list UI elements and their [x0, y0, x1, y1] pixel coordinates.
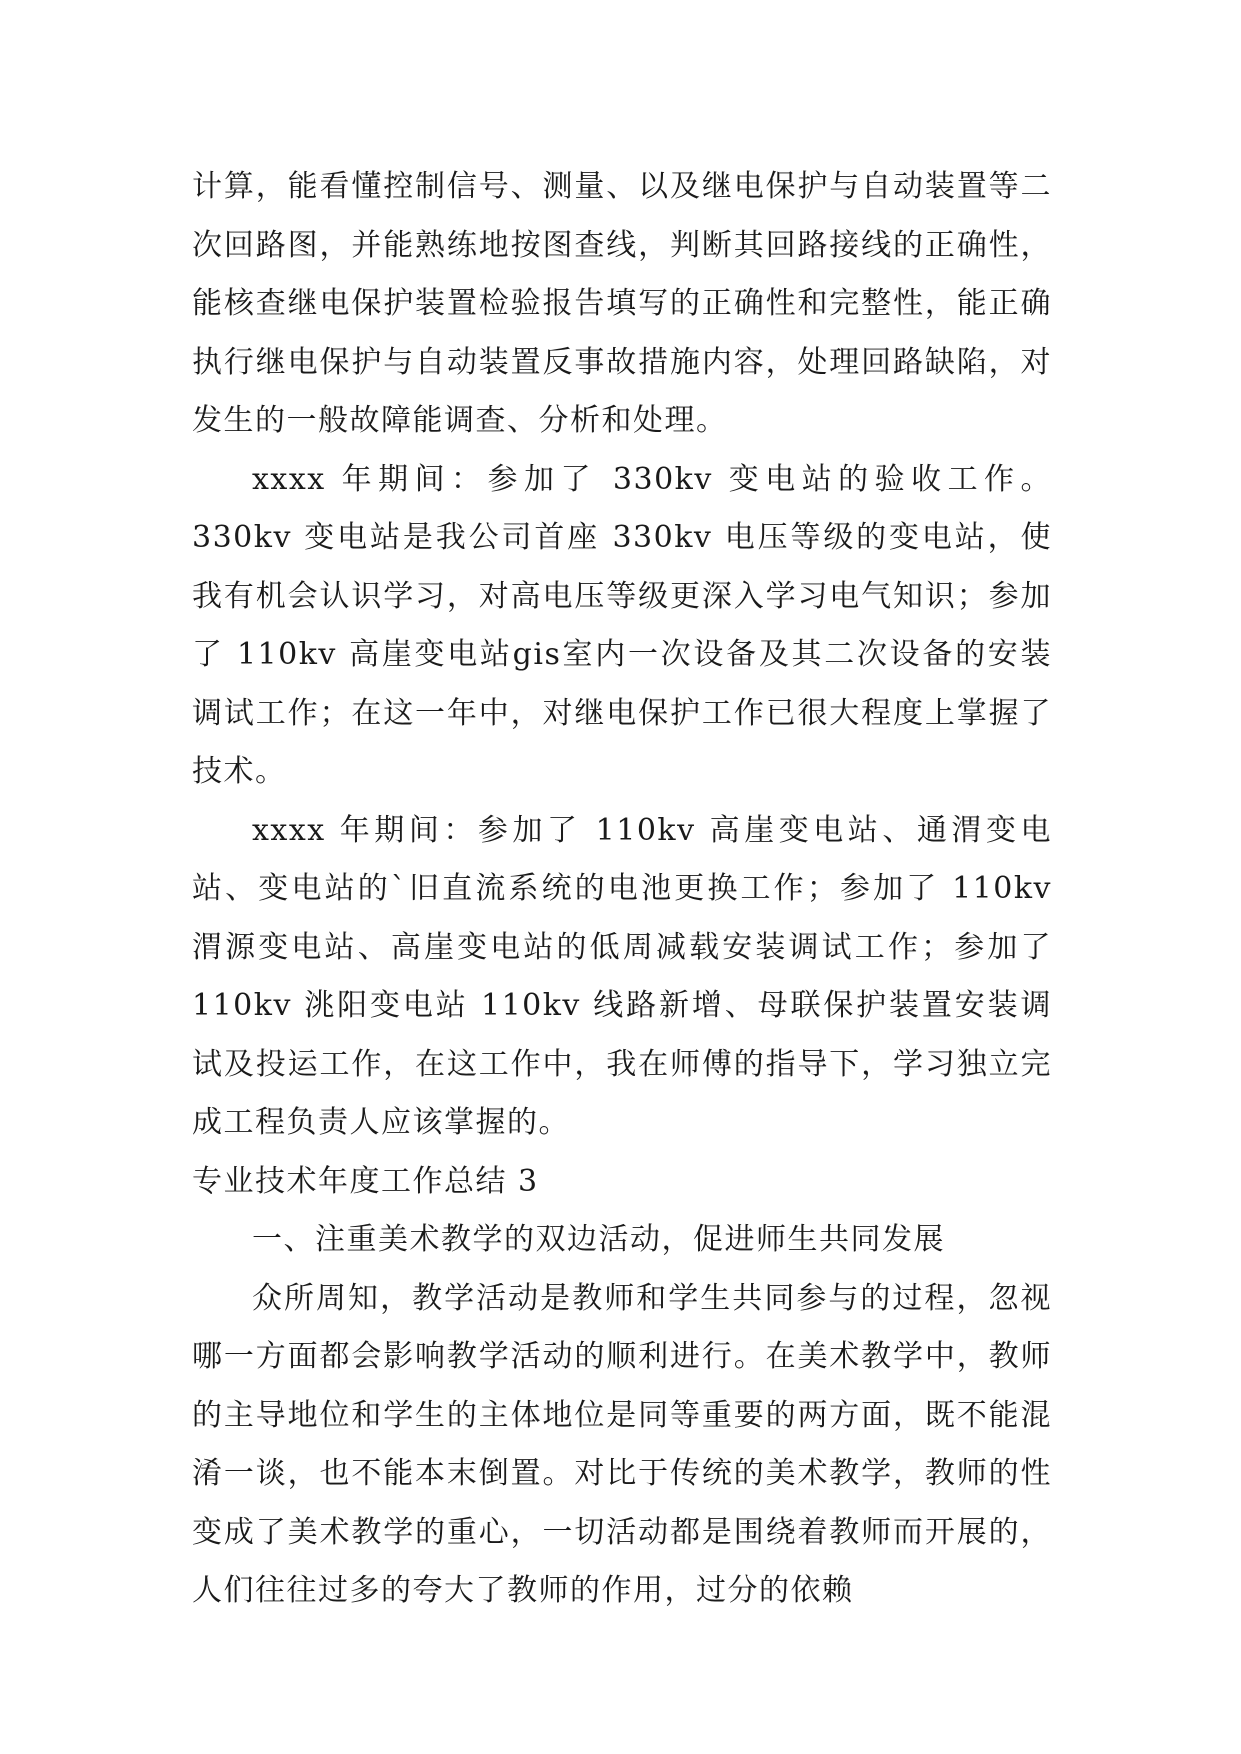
paragraph-1: 计算，能看懂控制信号、测量、以及继电保护与自动装置等二次回路图，并能熟练地按图查线，判断其回路接线的正确性，能核查继电保护装置检验报告填写的正确性和完整性，能正确执行继电保护与自动装置反事故措施内容，处理回路缺陷，对发生的一般故障能调查、分析和处理。 [192, 169, 1052, 438]
paragraph-6: 众所周知，教学活动是教师和学生共同参与的过程，忽视哪一方面都会影响教学活动的顺利进行。在美术教学中，教师的主导地位和学生的主体地位是同等重要的两方面，既不能混淆一谈，也不能本末倒置。对比于传统的美术教学，教师的性变成了美术教学的重心，一切活动都是围绕着教师而开展的，人们往往过多的夸大了教师的作用，过分的依赖 [192, 1280, 1052, 1608]
paragraph-subheading: 一、注重美术教学的双边活动，促进师生共同发展 [252, 1222, 945, 1257]
section-heading: 专业技术年度工作总结 3 [192, 1163, 539, 1199]
paragraph-3: xxxx 年期间：参加了 110kv 高崖变电站、通渭变电站、变电站的`旧直流系统的电池更换工作；参加了 110kv 渭源变电站、高崖变电站的低周减载安装调试工作；参加了 110kv 洮阳变电站 110kv 线路新增、母联保护装置安装调试及投运工作，在这工作中，我在师傅的指导下，学习独立完成工程负责人应该掌握的。 [192, 812, 1052, 1140]
paragraph-2: xxxx 年期间：参加了 330kv 变电站的验收工作。330kv 变电站是我公司首座 330kv 电压等级的变电站，使我有机会认识学习，对高电压等级更深入学习电气知识；参加了 110kv 高崖变电站gis室内一次设备及其二次设备的安装调试工作；在这一年中，对继电保护工作已很大程度上掌握了技术。 [192, 461, 1052, 789]
document-body [192, 158, 1052, 1621]
